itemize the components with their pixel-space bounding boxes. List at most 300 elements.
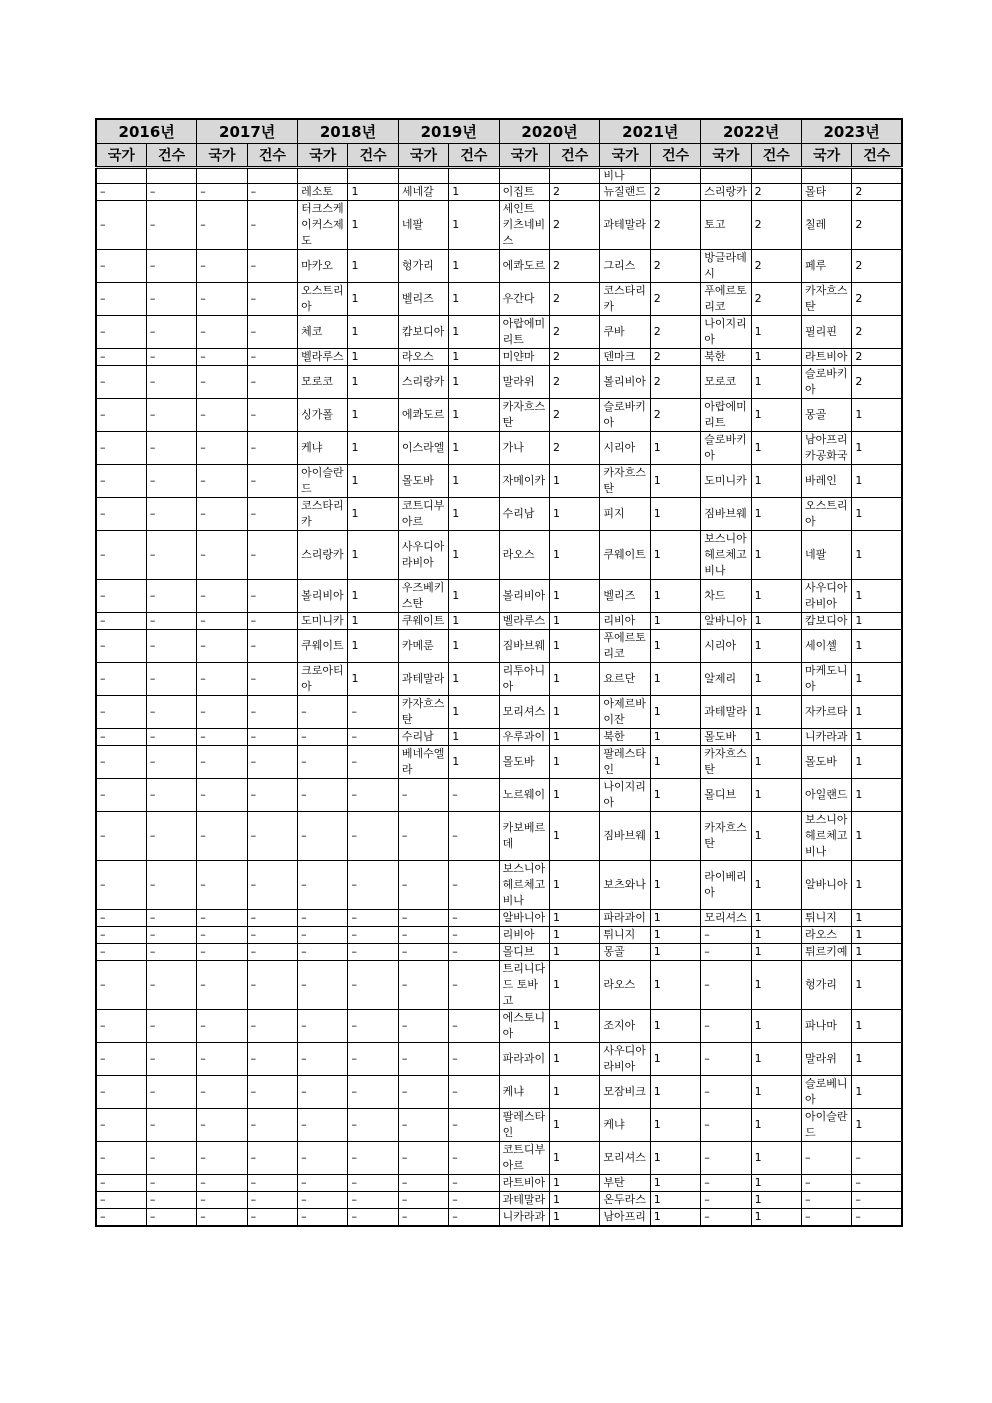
table-row	[96, 944, 902, 961]
count-cell: 1	[751, 729, 801, 746]
country-cell: 튀니지	[801, 910, 851, 927]
table-row	[96, 861, 902, 910]
country-subheader: 국가	[701, 144, 751, 168]
country-cell: –	[197, 531, 247, 580]
country-cell: 바레인	[801, 465, 851, 498]
count-cell: –	[348, 1142, 398, 1175]
country-cell: –	[197, 498, 247, 531]
year-header: 2022년	[701, 119, 802, 144]
count-cell: –	[348, 696, 398, 729]
country-cell: –	[701, 1209, 751, 1227]
count-cell: 1	[449, 498, 499, 531]
country-cell	[197, 168, 247, 184]
country-cell	[701, 168, 751, 184]
count-cell: 1	[852, 531, 902, 580]
count-cell: 1	[751, 944, 801, 961]
count-cell: –	[146, 201, 196, 250]
country-cell: –	[197, 779, 247, 812]
count-cell: –	[348, 1192, 398, 1209]
country-cell: 트리니다드 토바고	[499, 961, 549, 1010]
country-cell: 에콰도르	[499, 250, 549, 283]
table-row	[96, 283, 902, 316]
country-cell: 보스니아헤르체고비나	[499, 861, 549, 910]
count-cell: 1	[650, 1010, 700, 1043]
country-cell: 푸에르토리코	[701, 283, 751, 316]
count-cell: –	[449, 961, 499, 1010]
country-cell: –	[197, 580, 247, 613]
country-cell: 마케도니아	[801, 663, 851, 696]
country-cell: –	[398, 1076, 448, 1109]
count-cell: 1	[751, 1209, 801, 1227]
table-row	[96, 812, 902, 861]
country-cell: –	[96, 399, 146, 432]
country-subheader: 국가	[398, 144, 448, 168]
country-cell: 코스타리카	[600, 283, 650, 316]
country-cell: 피지	[600, 498, 650, 531]
country-cell: –	[197, 1076, 247, 1109]
count-cell: 1	[751, 399, 801, 432]
country-cell: 아이슬란드	[801, 1109, 851, 1142]
table-row	[96, 1076, 902, 1109]
country-cell: 슬로바키아	[701, 432, 751, 465]
count-cell: 1	[751, 861, 801, 910]
count-cell: 2	[852, 366, 902, 399]
country-cell: 리비아	[600, 613, 650, 630]
count-cell: 1	[449, 432, 499, 465]
country-cell: 레소토	[298, 184, 348, 201]
country-cell: 북한	[600, 729, 650, 746]
country-cell: 아이슬란드	[298, 465, 348, 498]
country-cell: 몽골	[600, 944, 650, 961]
table-row	[96, 432, 902, 465]
country-cell: 알제리	[701, 663, 751, 696]
country-cell: –	[398, 927, 448, 944]
count-cell: 1	[550, 812, 600, 861]
count-cell: 1	[550, 1109, 600, 1142]
count-cell: –	[146, 1175, 196, 1192]
country-cell: 스리랑카	[298, 531, 348, 580]
year-header: 2019년	[398, 119, 499, 144]
count-cell: –	[852, 1175, 902, 1192]
count-cell: 2	[852, 250, 902, 283]
count-cell: 1	[550, 465, 600, 498]
country-cell: 남아프리	[600, 1209, 650, 1227]
count-cell: 1	[650, 910, 700, 927]
country-cell: 알바니아	[499, 910, 549, 927]
country-cell: 모리셔스	[701, 910, 751, 927]
country-cell: 라오스	[600, 961, 650, 1010]
country-cell: –	[197, 366, 247, 399]
count-cell: 2	[751, 184, 801, 201]
count-cell: –	[247, 1109, 297, 1142]
country-cell: –	[298, 1043, 348, 1076]
country-cell: 몰도바	[801, 746, 851, 779]
count-cell: –	[146, 283, 196, 316]
count-cell: –	[852, 1192, 902, 1209]
country-cell: –	[96, 1175, 146, 1192]
country-cell: –	[96, 861, 146, 910]
count-cell: 1	[852, 861, 902, 910]
count-cell: 1	[852, 498, 902, 531]
count-cell: 2	[550, 250, 600, 283]
count-cell: 2	[650, 201, 700, 250]
country-subheader: 국가	[298, 144, 348, 168]
country-cell: –	[298, 812, 348, 861]
country-cell: –	[298, 1010, 348, 1043]
count-cell: 1	[348, 366, 398, 399]
count-cell: 1	[348, 630, 398, 663]
country-cell: 몰디브	[701, 779, 751, 812]
country-cell: –	[96, 663, 146, 696]
count-cell: 1	[751, 316, 801, 349]
country-cell: –	[298, 1209, 348, 1227]
count-cell: 1	[751, 910, 801, 927]
country-cell: –	[398, 944, 448, 961]
count-cell: 1	[550, 1010, 600, 1043]
table-row	[96, 184, 902, 201]
count-cell: 1	[550, 944, 600, 961]
country-cell: –	[96, 630, 146, 663]
country-cell: –	[197, 944, 247, 961]
country-cell: 짐바브웨	[701, 498, 751, 531]
count-cell: 1	[852, 927, 902, 944]
country-cell: –	[197, 630, 247, 663]
count-subheader: 건수	[550, 144, 600, 168]
country-cell: –	[96, 1209, 146, 1227]
country-cell: 베네수엘라	[398, 746, 448, 779]
year-header: 2020년	[499, 119, 600, 144]
table-body	[96, 168, 902, 1227]
country-cell: –	[96, 432, 146, 465]
country-cell: 튀니지	[600, 927, 650, 944]
country-cell: 카자흐스탄	[600, 465, 650, 498]
count-cell: –	[146, 465, 196, 498]
count-cell: 2	[650, 250, 700, 283]
count-cell: 1	[751, 1109, 801, 1142]
country-cell: 자카르타	[801, 696, 851, 729]
count-cell: –	[247, 1192, 297, 1209]
count-cell: 1	[852, 1043, 902, 1076]
country-cell: 파라과이	[499, 1043, 549, 1076]
country-cell: –	[398, 910, 448, 927]
count-cell: –	[348, 729, 398, 746]
count-cell: –	[146, 630, 196, 663]
country-cell	[398, 168, 448, 184]
count-cell: 1	[650, 465, 700, 498]
count-cell: –	[146, 1209, 196, 1227]
country-cell: 말라위	[499, 366, 549, 399]
count-cell: 1	[852, 961, 902, 1010]
count-cell: 1	[751, 498, 801, 531]
country-cell: –	[701, 1175, 751, 1192]
count-cell: 1	[348, 399, 398, 432]
country-cell: –	[197, 1175, 247, 1192]
country-cell: –	[801, 1192, 851, 1209]
country-cell: –	[96, 316, 146, 349]
country-cell: 케냐	[298, 432, 348, 465]
country-cell: 우간다	[499, 283, 549, 316]
country-cell: 볼리비아	[600, 366, 650, 399]
table-row	[96, 349, 902, 366]
country-cell: –	[96, 201, 146, 250]
count-cell: –	[247, 580, 297, 613]
country-cell: –	[298, 1142, 348, 1175]
count-cell: 2	[550, 399, 600, 432]
table-row	[96, 1043, 902, 1076]
country-cell: –	[96, 349, 146, 366]
country-cell: –	[701, 961, 751, 1010]
country-cell: –	[197, 399, 247, 432]
count-cell: 1	[751, 779, 801, 812]
count-cell: 1	[550, 1209, 600, 1227]
country-cell: –	[701, 1142, 751, 1175]
country-cell: –	[197, 1142, 247, 1175]
country-cell: 벨리즈	[398, 283, 448, 316]
country-subheader: 국가	[600, 144, 650, 168]
count-cell: –	[449, 1142, 499, 1175]
count-cell: 1	[348, 184, 398, 201]
count-cell: 1	[751, 1192, 801, 1209]
country-cell: 비나	[600, 168, 650, 184]
count-cell: 1	[550, 861, 600, 910]
count-cell: 1	[650, 1109, 700, 1142]
count-cell: –	[247, 283, 297, 316]
count-cell: 1	[650, 944, 700, 961]
country-cell: 카메룬	[398, 630, 448, 663]
count-cell: 1	[449, 316, 499, 349]
count-cell: 1	[852, 432, 902, 465]
country-cell: –	[96, 812, 146, 861]
count-cell: –	[247, 1043, 297, 1076]
table-row	[96, 399, 902, 432]
country-cell: –	[298, 1192, 348, 1209]
country-cell: 코스타리카	[298, 498, 348, 531]
count-cell: 1	[751, 812, 801, 861]
country-cell: 이스라엘	[398, 432, 448, 465]
table-row	[96, 1175, 902, 1192]
count-cell: –	[247, 812, 297, 861]
table-header	[96, 119, 902, 168]
country-subheader: 국가	[801, 144, 851, 168]
country-cell: –	[801, 1175, 851, 1192]
count-cell: –	[247, 663, 297, 696]
count-cell: 1	[449, 630, 499, 663]
country-cell: –	[398, 1209, 448, 1227]
table-row	[96, 613, 902, 630]
count-cell: 1	[650, 1192, 700, 1209]
table-row	[96, 168, 902, 184]
count-cell: 1	[449, 349, 499, 366]
count-subheader: 건수	[852, 144, 902, 168]
country-cell: 케냐	[600, 1109, 650, 1142]
count-cell: –	[146, 184, 196, 201]
table-row	[96, 498, 902, 531]
table-row	[96, 927, 902, 944]
country-cell: 보츠와나	[600, 861, 650, 910]
count-cell: 1	[550, 961, 600, 1010]
count-cell: –	[247, 696, 297, 729]
count-cell: –	[247, 910, 297, 927]
count-cell: –	[146, 1142, 196, 1175]
count-cell: 1	[348, 250, 398, 283]
count-cell	[650, 168, 700, 184]
count-cell: 1	[751, 1175, 801, 1192]
country-cell: 수리남	[499, 498, 549, 531]
count-cell: 1	[550, 1043, 600, 1076]
country-cell: 알바니아	[701, 613, 751, 630]
country-cell: –	[96, 746, 146, 779]
country-cell: 짐바브웨	[499, 630, 549, 663]
table-row	[96, 663, 902, 696]
count-cell: –	[247, 1175, 297, 1192]
count-cell: 1	[449, 729, 499, 746]
country-cell: 차드	[701, 580, 751, 613]
country-cell: –	[298, 779, 348, 812]
country-cell	[96, 168, 146, 184]
count-cell: –	[247, 316, 297, 349]
count-cell: 1	[650, 927, 700, 944]
count-cell: 1	[852, 630, 902, 663]
country-cell: 케냐	[499, 1076, 549, 1109]
count-cell: 1	[751, 1142, 801, 1175]
table-row	[96, 250, 902, 283]
count-cell: –	[348, 1043, 398, 1076]
country-cell: 캄보디아	[801, 613, 851, 630]
count-cell: –	[146, 779, 196, 812]
count-cell: 1	[852, 1076, 902, 1109]
country-cell: 과테말라	[398, 663, 448, 696]
country-cell: –	[197, 465, 247, 498]
country-cell: 모로코	[701, 366, 751, 399]
count-cell: –	[348, 961, 398, 1010]
country-cell: –	[298, 961, 348, 1010]
country-cell: 볼리비아	[499, 580, 549, 613]
count-cell: 1	[348, 283, 398, 316]
count-cell: 1	[650, 663, 700, 696]
country-cell: 오스트리아	[801, 498, 851, 531]
count-cell: 1	[852, 944, 902, 961]
country-cell: –	[197, 250, 247, 283]
table-row	[96, 1209, 902, 1227]
count-cell: 1	[751, 1076, 801, 1109]
count-cell: –	[146, 1192, 196, 1209]
country-cell: 코트디부아르	[499, 1142, 549, 1175]
count-cell: 1	[650, 729, 700, 746]
count-cell: 2	[550, 184, 600, 201]
count-cell: –	[247, 961, 297, 1010]
year-header: 2016년	[96, 119, 197, 144]
country-cell: –	[398, 1043, 448, 1076]
count-cell: 1	[650, 1076, 700, 1109]
count-cell	[751, 168, 801, 184]
count-cell: 1	[550, 613, 600, 630]
country-cell: 남아프리카공화국	[801, 432, 851, 465]
country-cell: –	[398, 1175, 448, 1192]
count-cell: –	[146, 399, 196, 432]
count-cell: 1	[550, 1192, 600, 1209]
country-subheader: 국가	[96, 144, 146, 168]
count-cell: 1	[751, 696, 801, 729]
count-cell: 2	[852, 184, 902, 201]
country-cell: –	[96, 944, 146, 961]
country-cell: 과테말라	[499, 1192, 549, 1209]
count-cell: –	[449, 812, 499, 861]
count-cell: –	[852, 1142, 902, 1175]
count-cell: –	[449, 1076, 499, 1109]
country-cell: 니카라과	[801, 729, 851, 746]
country-cell: 리투아니아	[499, 663, 549, 696]
count-cell: 1	[852, 779, 902, 812]
country-cell: –	[398, 779, 448, 812]
country-cell: –	[197, 1010, 247, 1043]
country-cell: –	[197, 927, 247, 944]
country-cell: 쿠웨이트	[398, 613, 448, 630]
country-cell: –	[298, 861, 348, 910]
count-cell: 1	[348, 531, 398, 580]
count-subheader: 건수	[650, 144, 700, 168]
country-cell: –	[96, 613, 146, 630]
table-row	[96, 1109, 902, 1142]
year-header: 2021년	[600, 119, 701, 144]
count-cell: 1	[852, 580, 902, 613]
country-cell: 벨라루스	[298, 349, 348, 366]
count-cell: 1	[550, 696, 600, 729]
country-cell: –	[398, 961, 448, 1010]
country-cell: 캄보디아	[398, 316, 448, 349]
count-cell: –	[449, 1209, 499, 1227]
country-cell: –	[298, 729, 348, 746]
country-cell: 체코	[298, 316, 348, 349]
country-cell: –	[96, 910, 146, 927]
country-cell: 스리랑카	[398, 366, 448, 399]
count-cell: 1	[650, 531, 700, 580]
count-cell: –	[146, 580, 196, 613]
count-cell: –	[449, 1043, 499, 1076]
count-cell: –	[348, 944, 398, 961]
count-cell: 1	[650, 1175, 700, 1192]
country-cell: –	[197, 729, 247, 746]
count-cell: 1	[550, 580, 600, 613]
country-cell: –	[398, 861, 448, 910]
country-cell: 라오스	[499, 531, 549, 580]
country-cell: 세인트 키츠네비스	[499, 201, 549, 250]
country-cell: –	[197, 746, 247, 779]
count-cell: –	[146, 1010, 196, 1043]
count-cell: –	[348, 910, 398, 927]
count-cell: –	[348, 1109, 398, 1142]
count-cell: 1	[650, 1209, 700, 1227]
country-cell: 덴마크	[600, 349, 650, 366]
count-cell: –	[449, 944, 499, 961]
count-cell: 1	[852, 812, 902, 861]
count-cell: 2	[550, 349, 600, 366]
count-cell: 1	[852, 746, 902, 779]
country-cell: 네팔	[801, 531, 851, 580]
country-cell: 카자흐스탄	[701, 746, 751, 779]
count-cell: 1	[650, 432, 700, 465]
count-cell: –	[247, 250, 297, 283]
country-cell: 나이지리아	[600, 779, 650, 812]
count-cell: –	[146, 1109, 196, 1142]
count-cell	[348, 168, 398, 184]
country-cell: –	[96, 1076, 146, 1109]
country-cell: 코트디부아르	[398, 498, 448, 531]
country-cell: –	[298, 1076, 348, 1109]
year-header-row	[96, 119, 902, 144]
country-cell: 아일랜드	[801, 779, 851, 812]
count-cell: –	[247, 465, 297, 498]
country-cell: 아랍에미리트	[499, 316, 549, 349]
